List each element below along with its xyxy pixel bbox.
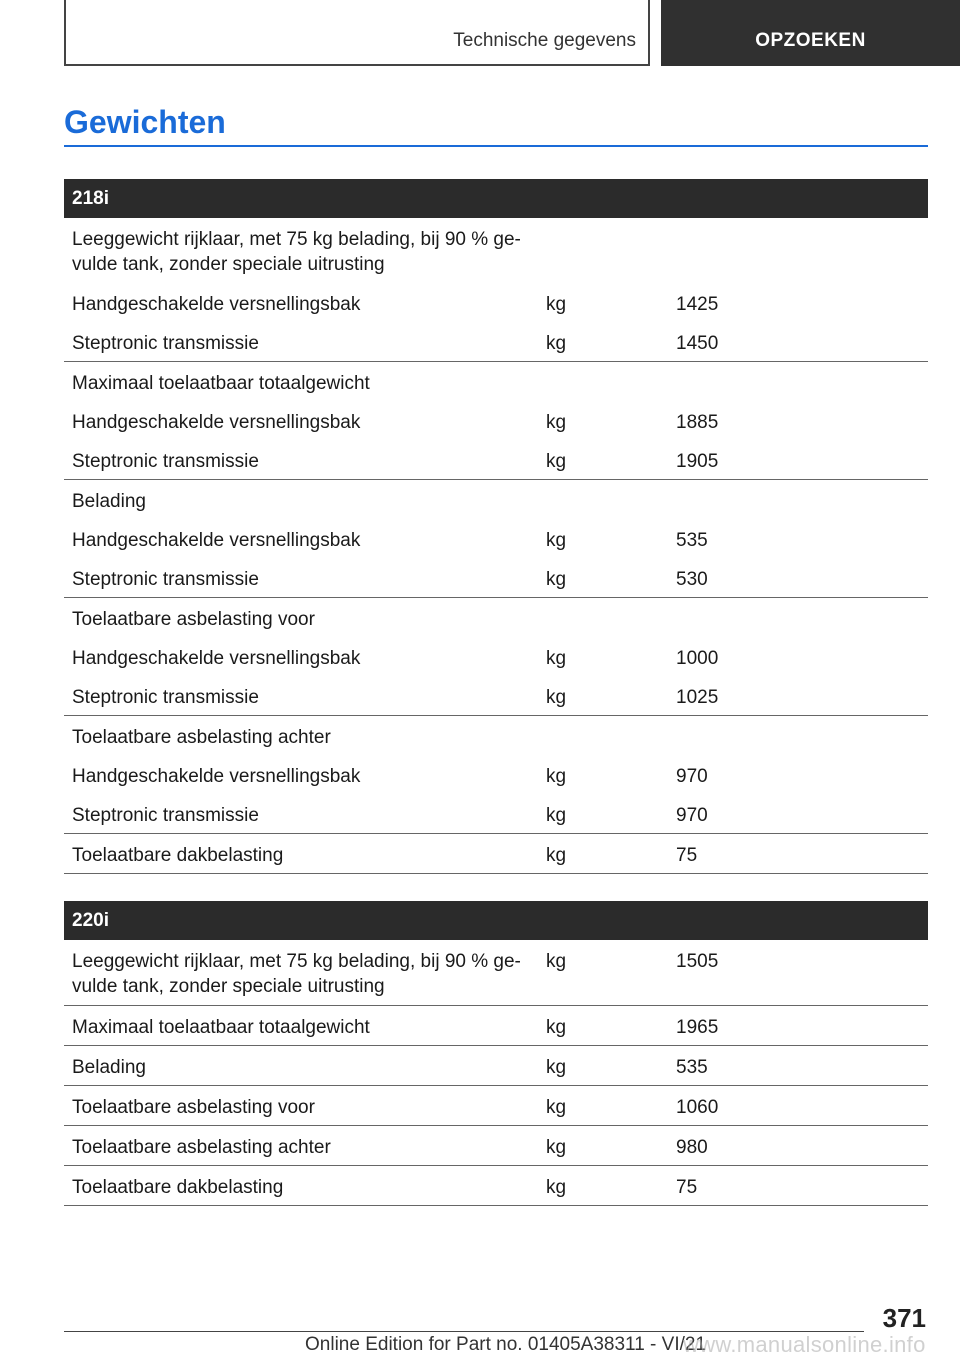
row-label: Leeggewicht rijklaar, met 75 kg belading, bij 90 % ge- vulde tank, zonder speciale uitrusting (72, 951, 521, 997)
row-value: 530 (676, 569, 708, 590)
row-unit: kg (546, 951, 567, 972)
table-row-group (64, 598, 928, 716)
row-value: 1450 (676, 333, 719, 354)
table-row-group (64, 1126, 928, 1166)
table-row (64, 637, 928, 676)
row-value: 1025 (676, 687, 719, 708)
table-row (64, 283, 928, 322)
row-label: Leeggewicht rijklaar, met 75 kg belading, bij 90 % ge- vulde tank, zonder speciale uitrusting (72, 229, 521, 275)
row-label: Handgeschakelde versnellingsbak (72, 648, 361, 669)
row-unit: kg (546, 412, 567, 433)
row-label: Handgeschakelde versnellingsbak (72, 766, 361, 787)
row-value: 75 (676, 1177, 698, 1198)
row-label: Steptronic transmissie (72, 451, 259, 472)
row-value: 75 (676, 845, 698, 866)
table-row (64, 1046, 928, 1085)
row-unit: kg (546, 687, 567, 708)
table-row-group (64, 1046, 928, 1086)
table-row-group (64, 1006, 928, 1046)
row-unit: kg (546, 1177, 567, 1198)
table-row (64, 834, 928, 873)
edition-note: Online Edition for Part no. 01405A38311 - VI/21 (305, 1334, 707, 1355)
row-unit: kg (546, 451, 567, 472)
table-row (64, 519, 928, 558)
lookup-tab-label: OPZOEKEN (755, 30, 866, 51)
row-label: Maximaal toelaatbaar totaalgewicht (72, 1017, 370, 1038)
row-unit: kg (546, 1137, 567, 1158)
table-row (64, 401, 928, 440)
lookup-tab[interactable] (661, 0, 960, 66)
row-label: Belading (72, 1057, 146, 1078)
row-value: 1425 (676, 294, 719, 315)
row-label: Toelaatbare dakbelasting (72, 1177, 284, 1198)
row-value: 1505 (676, 951, 719, 972)
row-unit: kg (546, 530, 567, 551)
table-row (64, 598, 928, 637)
row-value: 1965 (676, 1017, 719, 1038)
row-label: Belading (72, 491, 146, 512)
row-unit: kg (546, 845, 567, 866)
row-unit: kg (546, 1057, 567, 1078)
table-row (64, 362, 928, 401)
row-label: Handgeschakelde versnellingsbak (72, 294, 361, 315)
table-row (64, 1086, 928, 1125)
row-label: Toelaatbare dakbelasting (72, 845, 284, 866)
table-row (64, 440, 928, 479)
row-label: Steptronic transmissie (72, 569, 259, 590)
table-row (64, 940, 928, 1005)
row-unit: kg (546, 569, 567, 590)
watermark: www.manualsonline.info (683, 1332, 926, 1357)
row-label: Maximaal toelaatbaar totaalgewicht (72, 373, 370, 394)
table-row (64, 1166, 928, 1205)
row-label: Toelaatbare asbelasting voor (72, 1097, 315, 1118)
page-title: Gewichten (64, 104, 226, 140)
row-label: Toelaatbare asbelasting achter (72, 727, 331, 748)
table-row-group (64, 362, 928, 480)
row-unit: kg (546, 1097, 567, 1118)
table-row (64, 218, 928, 283)
row-value: 980 (676, 1137, 708, 1158)
table-row (64, 1006, 928, 1045)
section-title-box (64, 0, 650, 66)
row-label: Toelaatbare asbelasting achter (72, 1137, 331, 1158)
page-number: 371 (882, 1303, 926, 1333)
weights-table-220i (64, 901, 928, 1206)
table-row (64, 480, 928, 519)
table-row-group (64, 218, 928, 362)
row-label: Steptronic transmissie (72, 333, 259, 354)
table-row-group (64, 1166, 928, 1206)
table-row-group (64, 480, 928, 598)
table-row (64, 1126, 928, 1165)
row-unit: kg (546, 333, 567, 354)
row-value: 535 (676, 530, 708, 551)
row-label: Steptronic transmissie (72, 805, 259, 826)
table-row (64, 755, 928, 794)
row-value: 1885 (676, 412, 719, 433)
row-label: Steptronic transmissie (72, 687, 259, 708)
table-row-group (64, 834, 928, 874)
table-row-group (64, 716, 928, 834)
title-divider (64, 145, 928, 147)
table-row-group (64, 1086, 928, 1126)
weights-table-218i (64, 179, 928, 874)
row-unit: kg (546, 648, 567, 669)
section-title: Technische gegevens (453, 30, 636, 51)
table-header-model: 220i (64, 901, 928, 940)
page-header (64, 0, 960, 66)
row-value: 1905 (676, 451, 719, 472)
table-row (64, 322, 928, 361)
row-unit: kg (546, 766, 567, 787)
row-unit: kg (546, 294, 567, 315)
table-row (64, 794, 928, 833)
table-row (64, 676, 928, 715)
row-label: Handgeschakelde versnellingsbak (72, 530, 361, 551)
row-label: Toelaatbare asbelasting voor (72, 609, 315, 630)
row-unit: kg (546, 805, 567, 826)
table-header-model: 218i (64, 179, 928, 218)
row-value: 970 (676, 805, 708, 826)
row-value: 970 (676, 766, 708, 787)
table-row-group (64, 940, 928, 1006)
row-value: 1000 (676, 648, 719, 669)
table-row (64, 558, 928, 597)
row-unit: kg (546, 1017, 567, 1038)
table-row (64, 716, 928, 755)
row-value: 1060 (676, 1097, 719, 1118)
row-label: Handgeschakelde versnellingsbak (72, 412, 361, 433)
row-value: 535 (676, 1057, 708, 1078)
